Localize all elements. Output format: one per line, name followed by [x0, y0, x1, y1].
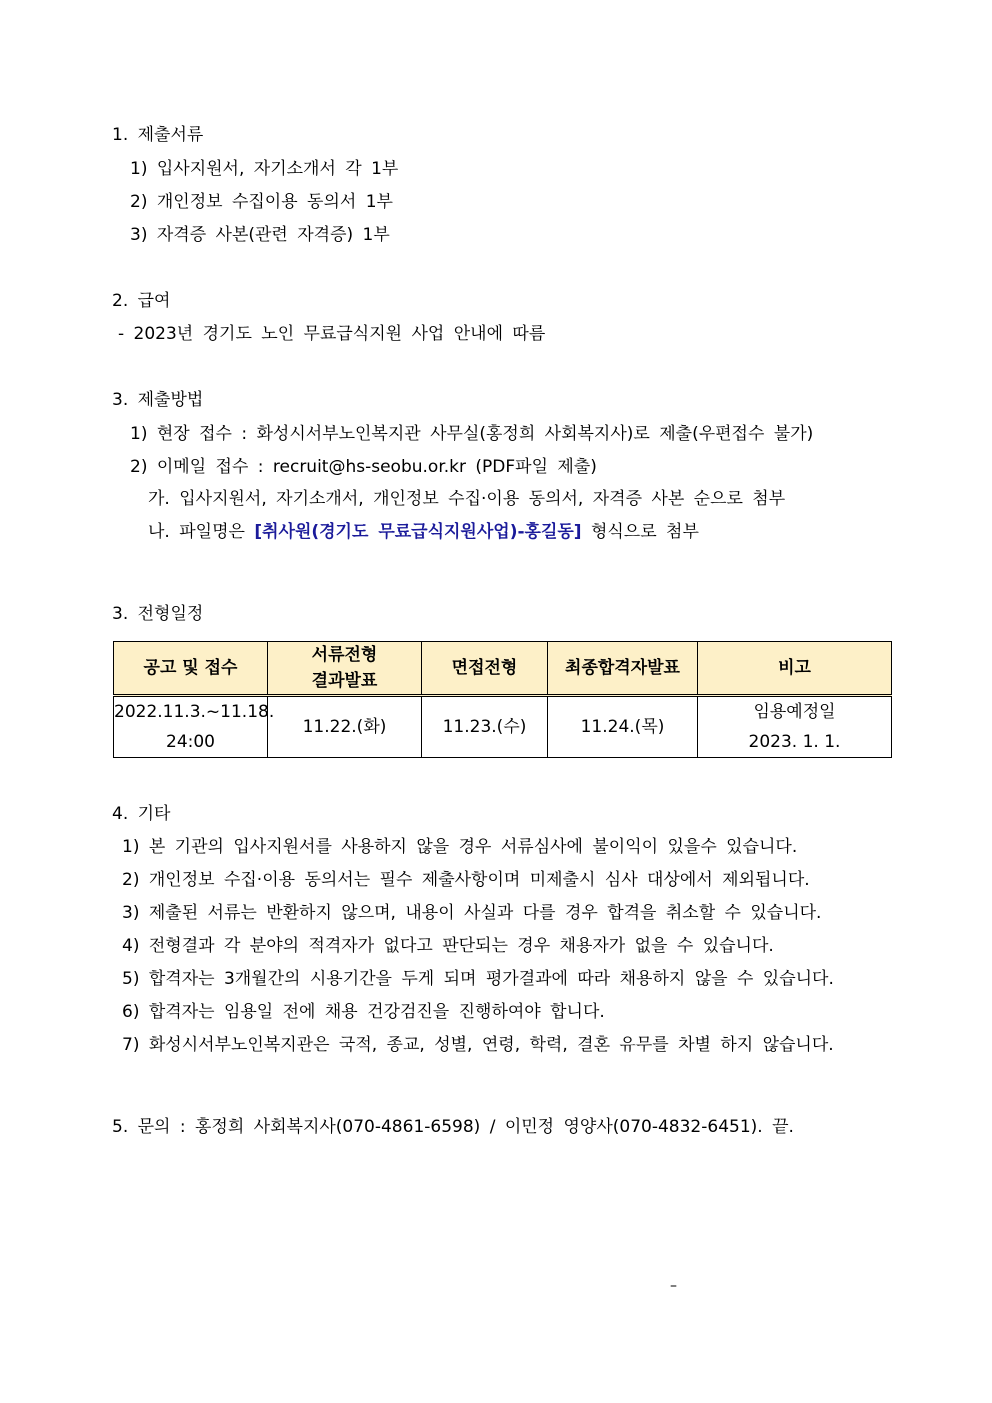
table-cell: 2022.11.3.~11.18. 24:00: [114, 696, 268, 758]
section-2-title: 2. 급여: [112, 291, 171, 311]
section-4-title: 4. 기타: [112, 804, 171, 824]
list-item: 6) 합격자는 임용일 전에 채용 건강검진을 진행하여야 합니다.: [122, 1002, 605, 1022]
header-cell: 비고: [698, 642, 892, 696]
sub-item-suffix: 형식으로 첨부: [581, 522, 699, 542]
table-cell: 11.23.(수): [422, 696, 548, 758]
sub-item-prefix: 나. 파일명은: [148, 522, 255, 542]
sub-item-filename: [148, 521, 699, 543]
table-cell: 11.24.(목): [548, 696, 698, 758]
header-cell: 최종합격자발표: [548, 642, 698, 696]
header-cell: 공고 및 접수: [114, 642, 268, 696]
contact-line: 5. 문의 : 홍정희 사회복지사(070-4861-6598) / 이민정 영양사(070-4832-6451). 끝.: [112, 1117, 794, 1137]
schedule-title: 3. 전형일정: [112, 604, 204, 624]
header-cell: 면접전형: [422, 642, 548, 696]
table-cell: 임용예정일 2023. 1. 1.: [698, 696, 892, 758]
list-item: 1) 입사지원서, 자기소개서 각 1부: [130, 159, 399, 179]
list-item: 3) 제출된 서류는 반환하지 않으며, 내용이 사실과 다를 경우 합격을 취소할 수 있습니다.: [122, 903, 822, 923]
list-item: 3) 자격증 사본(관련 자격증) 1부: [130, 225, 390, 245]
table-row: [114, 696, 892, 758]
table-cell: 11.22.(화): [268, 696, 422, 758]
list-item: - 2023년 경기도 노인 무료급식지원 사업 안내에 따름: [118, 324, 546, 344]
list-item: 5) 합격자는 3개월간의 시용기간을 두게 되며 평가결과에 따라 채용하지 않을 수 있습니다.: [122, 969, 834, 989]
list-item: 2) 개인정보 수집이용 동의서 1부: [130, 192, 393, 212]
schedule-table: [113, 641, 892, 758]
list-item: 1) 본 기관의 입사지원서를 사용하지 않을 경우 서류심사에 불이익이 있을수 있습니다.: [122, 837, 798, 857]
page-dash: –: [670, 1278, 677, 1294]
list-item: 2) 개인정보 수집·이용 동의서는 필수 제출사항이며 미제출시 심사 대상에서 제외됩니다.: [122, 870, 810, 890]
sub-item: 가. 입사지원서, 자기소개서, 개인정보 수집·이용 동의서, 자격증 사본 순으로 첨부: [148, 489, 786, 509]
list-item: 2) 이메일 접수 : recruit@hs-seobu.or.kr (PDF파일 제출): [130, 457, 597, 477]
section-3-title: 3. 제출방법: [112, 390, 204, 410]
header-cell: 서류전형 결과발표: [268, 642, 422, 696]
list-item: 4) 전형결과 각 분야의 적격자가 없다고 판단되는 경우 채용자가 없을 수 있습니다.: [122, 936, 774, 956]
list-item: 7) 화성시서부노인복지관은 국적, 종교, 성별, 연령, 학력, 결혼 유무를 차별 하지 않습니다.: [122, 1035, 834, 1055]
list-item: 1) 현장 접수 : 화성시서부노인복지관 사무실(홍정희 사회복지사)로 제출(우편접수 불가): [130, 424, 814, 444]
table-header-row: [114, 642, 892, 696]
section-1-title: 1. 제출서류: [112, 125, 204, 145]
filename-format: [취사원(경기도 무료급식지원사업)-홍길동]: [254, 522, 582, 542]
